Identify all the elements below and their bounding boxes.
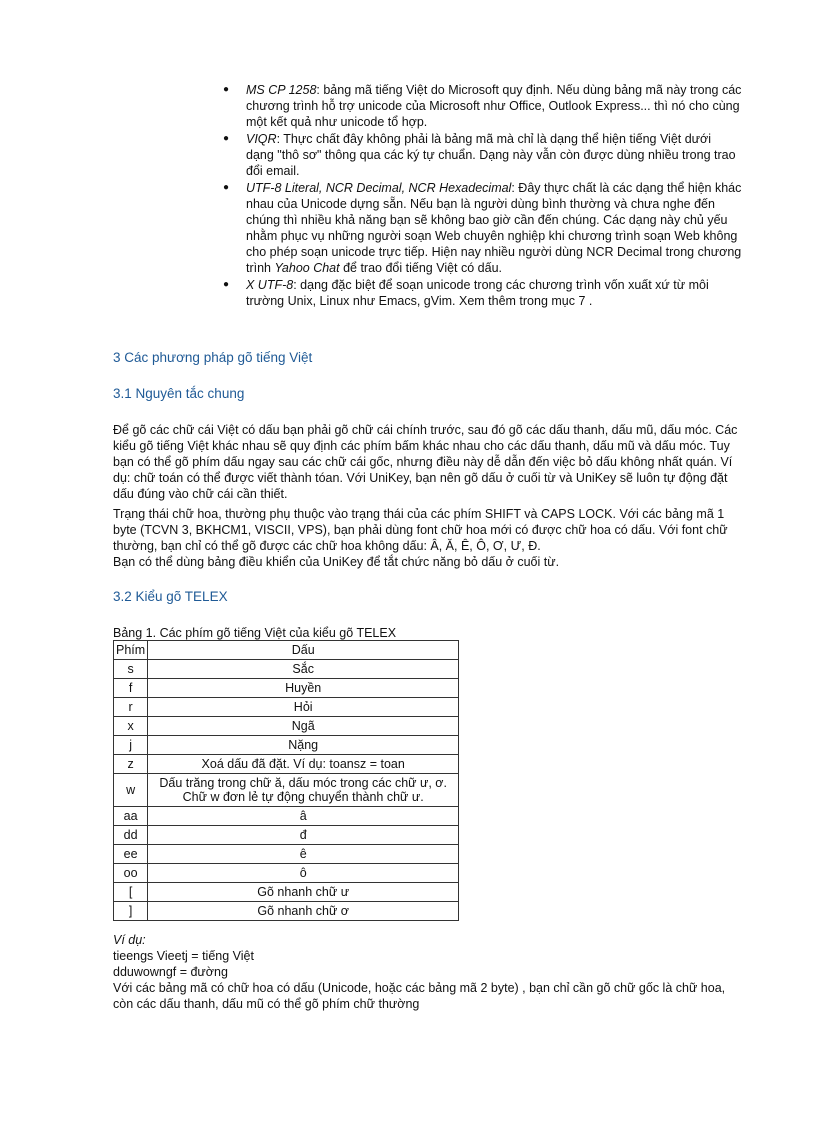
table-row (114, 774, 459, 807)
bullet-term: UTF-8 Literal, NCR Decimal, NCR Hexadecimal (246, 181, 512, 195)
table-row (114, 883, 459, 902)
table-row (114, 660, 459, 679)
key-cell: s (114, 660, 148, 679)
example-line-2: dduwowngf = đường (113, 965, 228, 979)
key-cell: dd (114, 826, 148, 845)
table-row (114, 755, 459, 774)
key-cell: x (114, 717, 148, 736)
bullet-ms-cp-1258 (222, 82, 742, 130)
bullet-text: để trao đổi tiếng Việt có dấu. (339, 261, 502, 275)
table-row (114, 807, 459, 826)
table-row (114, 717, 459, 736)
bullet-term: X UTF-8 (246, 278, 294, 292)
mark-cell: Sắc (148, 660, 459, 679)
mark-cell: Gõ nhanh chữ ư (148, 883, 459, 902)
bullet-text: : Đây thực chất là các dạng thể hiện khác nhau của Unicode dựng sẵn. Nếu bạn là người dùng bình thường và chưa nghe đến chúng thì nhiều khả năng bạn sẽ không bao giờ cần đến chúng. Các dạng này chủ yếu nhằm phục vụ những người soạn Web chuyên nghiệp khi chương trình soạn Web không cho phép soạn unicode trực tiếp. Hiện nay nhiều người dùng NCR Decimal trong chương trình (246, 181, 742, 275)
table-header-row (114, 641, 459, 660)
table-row (114, 902, 459, 921)
key-cell: oo (114, 864, 148, 883)
key-cell: [ (114, 883, 148, 902)
section-3-1-paragraph-2: Trạng thái chữ hoa, thường phụ thuộc vào trạng thái của các phím SHIFT và CAPS LOCK. Với các bảng mã 1 byte (TCVN 3, BKHCM1, VISCII, VPS), bạn phải dùng font chữ hoa mới có được chữ hoa có dấu. Với font chữ thường, bạn chỉ có thể gõ được các chữ hoa không dấu: Â, Ă, Ê, Ô, Ơ, Ư, Đ. (113, 507, 728, 553)
example-line-1: tieengs Vieetj = tiếng Việt (113, 949, 254, 963)
key-cell: w (114, 774, 148, 807)
bullet-x-utf8 (222, 277, 742, 309)
bullet-text: : dạng đặc biệt để soạn unicode trong các chương trình vốn xuất xứ từ môi trường Unix, Linux như Emacs, gVim. Xem thêm trong mục 7 . (246, 278, 709, 308)
bullet-term: VIQR (246, 132, 277, 146)
table-row (114, 826, 459, 845)
key-cell: j (114, 736, 148, 755)
mark-cell: Gõ nhanh chữ ơ (148, 902, 459, 921)
closing-paragraph: Với các bảng mã có chữ hoa có dấu (Unicode, hoặc các bảng mã 2 byte) , bạn chỉ cần gõ chữ gốc là chữ hoa, còn các dấu thanh, dấu mũ có thể gõ phím chữ thường (113, 981, 726, 1011)
encoding-bullet-list (222, 82, 742, 310)
table-row (114, 698, 459, 717)
mark-cell: Xoá dấu đã đặt. Ví dụ: toansz = toan (148, 755, 459, 774)
section-3-1-paragraph-3: Bạn có thể dùng bảng điều khiển của UniKey để tắt chức năng bỏ dấu ở cuối từ. (113, 555, 560, 569)
mark-cell: ô (148, 864, 459, 883)
section-3-1-heading: 3.1 Nguyên tắc chung (113, 386, 245, 401)
example-block (113, 932, 743, 1012)
key-cell: z (114, 755, 148, 774)
key-cell: ] (114, 902, 148, 921)
bullet-text: : bảng mã tiếng Việt do Microsoft quy định. Nếu dùng bảng mã này trong các chương trình hỗ trợ unicode của Microsoft như Office, Outlook Express... thì nó cho cùng một kết quả như unicode tổ hợp. (246, 83, 742, 129)
key-cell: f (114, 679, 148, 698)
section-3-1-paragraph-1: Để gõ các chữ cái Việt có dấu bạn phải gõ chữ cái chính trước, sau đó gõ các dấu thanh, dấu mũ, dấu móc. Các kiểu gõ tiếng Việt khác nhau sẽ quy định các phím bấm khác nhau cho các dấu thanh, dấu mũ và dấu móc. Tuy bạn có thể gõ phím dấu ngay sau các chữ cái gốc, nhưng điều này dễ dẫn đến việc bỏ dấu không nhất quán. Ví dụ: chữ toán có thể được viết thành tóan. Với UniKey, bạn nên gõ dấu ở cuối từ và UniKey sẽ luôn tự động đặt dấu đúng vào chữ cái cần thiết. (113, 423, 738, 501)
bullet-term-yahoo-chat: Yahoo Chat (274, 261, 340, 275)
telex-key-table (113, 640, 459, 921)
mark-cell: Hỏi (148, 698, 459, 717)
mark-cell: đ (148, 826, 459, 845)
section-3-2-heading: 3.2 Kiểu gõ TELEX (113, 589, 228, 604)
table-caption: Bảng 1. Các phím gõ tiếng Việt của kiểu gõ TELEX (113, 626, 397, 640)
key-cell: aa (114, 807, 148, 826)
bullet-term: MS CP 1258 (246, 83, 317, 97)
section-3-heading: 3 Các phương pháp gõ tiếng Việt (113, 350, 313, 365)
bullet-viqr (222, 131, 742, 179)
table-row (114, 679, 459, 698)
mark-cell: Nặng (148, 736, 459, 755)
mark-cell: Huyền (148, 679, 459, 698)
mark-cell: â (148, 807, 459, 826)
table-row (114, 736, 459, 755)
bullet-utf8-ncr (222, 180, 742, 276)
key-cell: ee (114, 845, 148, 864)
bullet-text: : Thực chất đây không phải là bảng mã mà chỉ là dạng thể hiện tiếng Việt dưới dạng "thô sơ" thông qua các ký tự chuẩn. Dạng này vẫn còn được dùng nhiều trong trao đổi email. (246, 132, 736, 178)
mark-cell: ê (148, 845, 459, 864)
mark-cell: Dấu trăng trong chữ ă, dấu móc trong các chữ ư, ơ. Chữ w đơn lẻ tự động chuyển thành chữ ư. (148, 774, 459, 807)
table-row (114, 845, 459, 864)
key-cell: r (114, 698, 148, 717)
example-label: Ví dụ: (113, 933, 146, 947)
column-header-key: Phím (114, 641, 148, 660)
column-header-mark: Dấu (148, 641, 459, 660)
mark-cell: Ngã (148, 717, 459, 736)
table-row (114, 864, 459, 883)
